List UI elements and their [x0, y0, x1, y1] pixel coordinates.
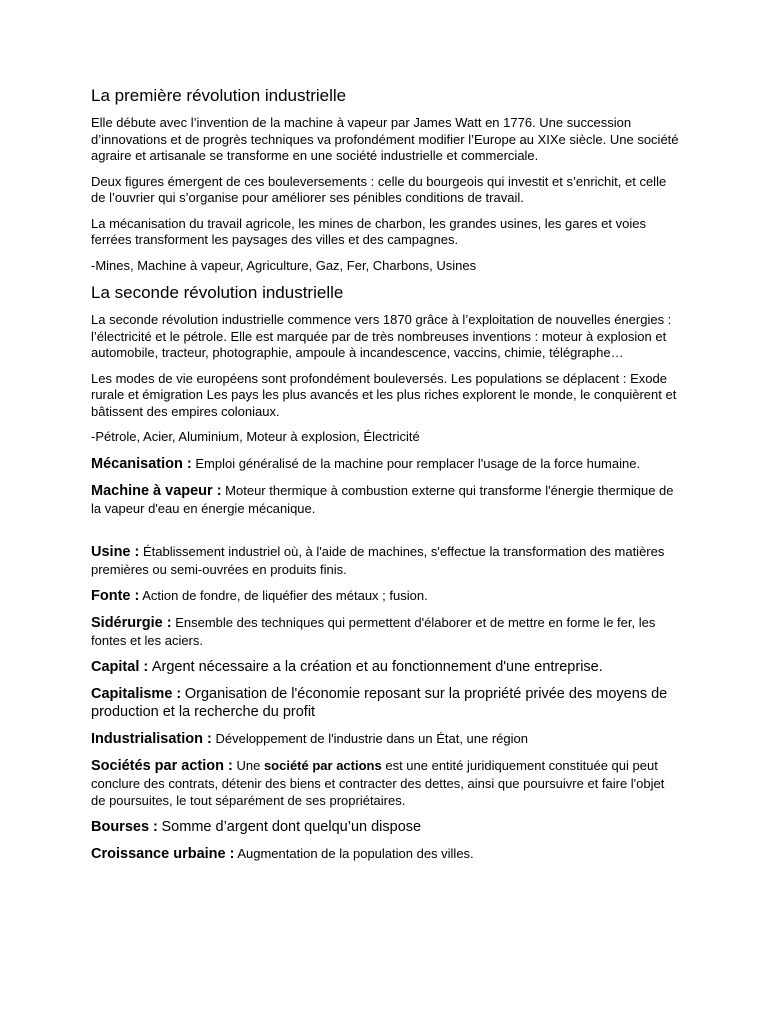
definition-text: Action de fondre, de liquéfier des métaux ; fusion.	[142, 587, 428, 603]
definition-siderurgie	[91, 614, 681, 649]
definition-capitalisme	[91, 685, 681, 721]
definition-term: Usine :	[91, 543, 140, 560]
definition-bourses	[91, 818, 681, 836]
definition-mecanisation	[91, 455, 681, 473]
definition-text: Emploi généralisé de la machine pour remplacer l'usage de la force humaine.	[195, 455, 641, 471]
definition-text: Augmentation de la population des villes.	[237, 845, 474, 861]
section2-paragraph-2: Les modes de vie européens sont profondément bouleversés. Les populations se déplacent : Exode rurale et émigration Les pays les plus avancés et les plus riches explorent le monde, le conquièrent et bâtissent des empires coloniaux.	[91, 370, 677, 419]
section2-keywords: -Pétrole, Acier, Aluminium, Moteur à explosion, Électricité	[91, 429, 420, 444]
section1-paragraph-2: Deux figures émergent de ces bouleversements : celle du bourgeois qui investit et s’enrichit, et celle de l’ouvrier qui s’organise pour améliorer ses pénibles conditions de travail.	[91, 173, 667, 205]
section1-paragraph-3: La mécanisation du travail agricole, les mines de charbon, les grandes usines, les gares et voies ferrées transforment les paysages des villes et des campagnes.	[91, 215, 646, 247]
definition-croissance-urbaine	[91, 845, 681, 863]
definition-text: Moteur thermique à combustion externe qui transforme l'énergie thermique de la vapeur d'eau en énergie mécanique.	[91, 482, 674, 516]
definition-term: Bourses :	[91, 818, 158, 835]
definition-term: Fonte :	[91, 587, 140, 604]
definition-term: Sociétés par action :	[91, 757, 233, 774]
section1-heading: La première révolution industrielle	[91, 86, 347, 105]
definition-term: Industrialisation :	[91, 730, 212, 747]
definition-term: Capitalisme :	[91, 685, 182, 702]
section1-keywords: -Mines, Machine à vapeur, Agriculture, Gaz, Fer, Charbons, Usines	[91, 257, 477, 273]
definition-usine	[91, 543, 681, 578]
definition-text: Développement de l'industrie dans un État, une région	[215, 730, 528, 746]
definition-term: Capital :	[91, 658, 149, 675]
section1-paragraph-1: Elle débute avec l’invention de la machine à vapeur par James Watt en 1776. Une succession d’innovations et de progrès techniques va profondément modifier l’Europe au XIXe siècle. Une société agraire et artisanale se transforme en une société industrielle et commerciale.	[91, 115, 679, 163]
definition-industrialisation	[91, 730, 681, 748]
section2-paragraph-1: La seconde révolution industrielle commence vers 1870 grâce à l’exploitation de nouvelles énergies : l’électricité et le pétrole. Elle est marquée par de très nombreuses inventions : moteur à explosion et automobile, tracteur, photographie, ampoule à incandescence, vaccins, chimie, télégraphe…	[91, 312, 672, 360]
definition-text-emphasis: société par actions	[263, 757, 382, 773]
definition-machine-a-vapeur	[91, 482, 681, 517]
definition-societes-par-action	[91, 757, 681, 809]
definition-text-start: Une	[236, 757, 261, 773]
document-body	[91, 86, 681, 872]
section2-heading: La seconde révolution industrielle	[91, 283, 344, 302]
definition-text: Organisation de l'économie reposant sur la propriété privée des moyens de production et la recherche du profit	[91, 685, 668, 720]
definition-term: Sidérurgie :	[91, 614, 172, 631]
definition-capital	[91, 658, 681, 676]
definition-term: Croissance urbaine :	[91, 845, 235, 862]
definition-text: Établissement industriel où, à l'aide de machines, s'effectue la transformation des matières premières ou semi-ouvrées en produits finis.	[91, 543, 665, 577]
definition-text: Somme d’argent dont quelqu’un dispose	[161, 818, 422, 835]
definition-term: Mécanisation :	[91, 455, 192, 472]
definition-text-end: est une entité juridiquement constituée qui peut conclure des contrats, détenir des biens et contracter des dettes, ainsi que poursuivre et faire l'objet de poursuites, le tout séparément de ses propriétaires.	[91, 757, 665, 808]
definition-term: Machine à vapeur :	[91, 482, 222, 499]
blank-line	[91, 526, 681, 543]
definition-text: Argent nécessaire a la création et au fonctionnement d'une entreprise.	[151, 658, 603, 675]
definition-text: Ensemble des techniques qui permettent d'élaborer et de mettre en forme le fer, les fontes et les aciers.	[91, 614, 656, 648]
definition-fonte	[91, 587, 681, 605]
